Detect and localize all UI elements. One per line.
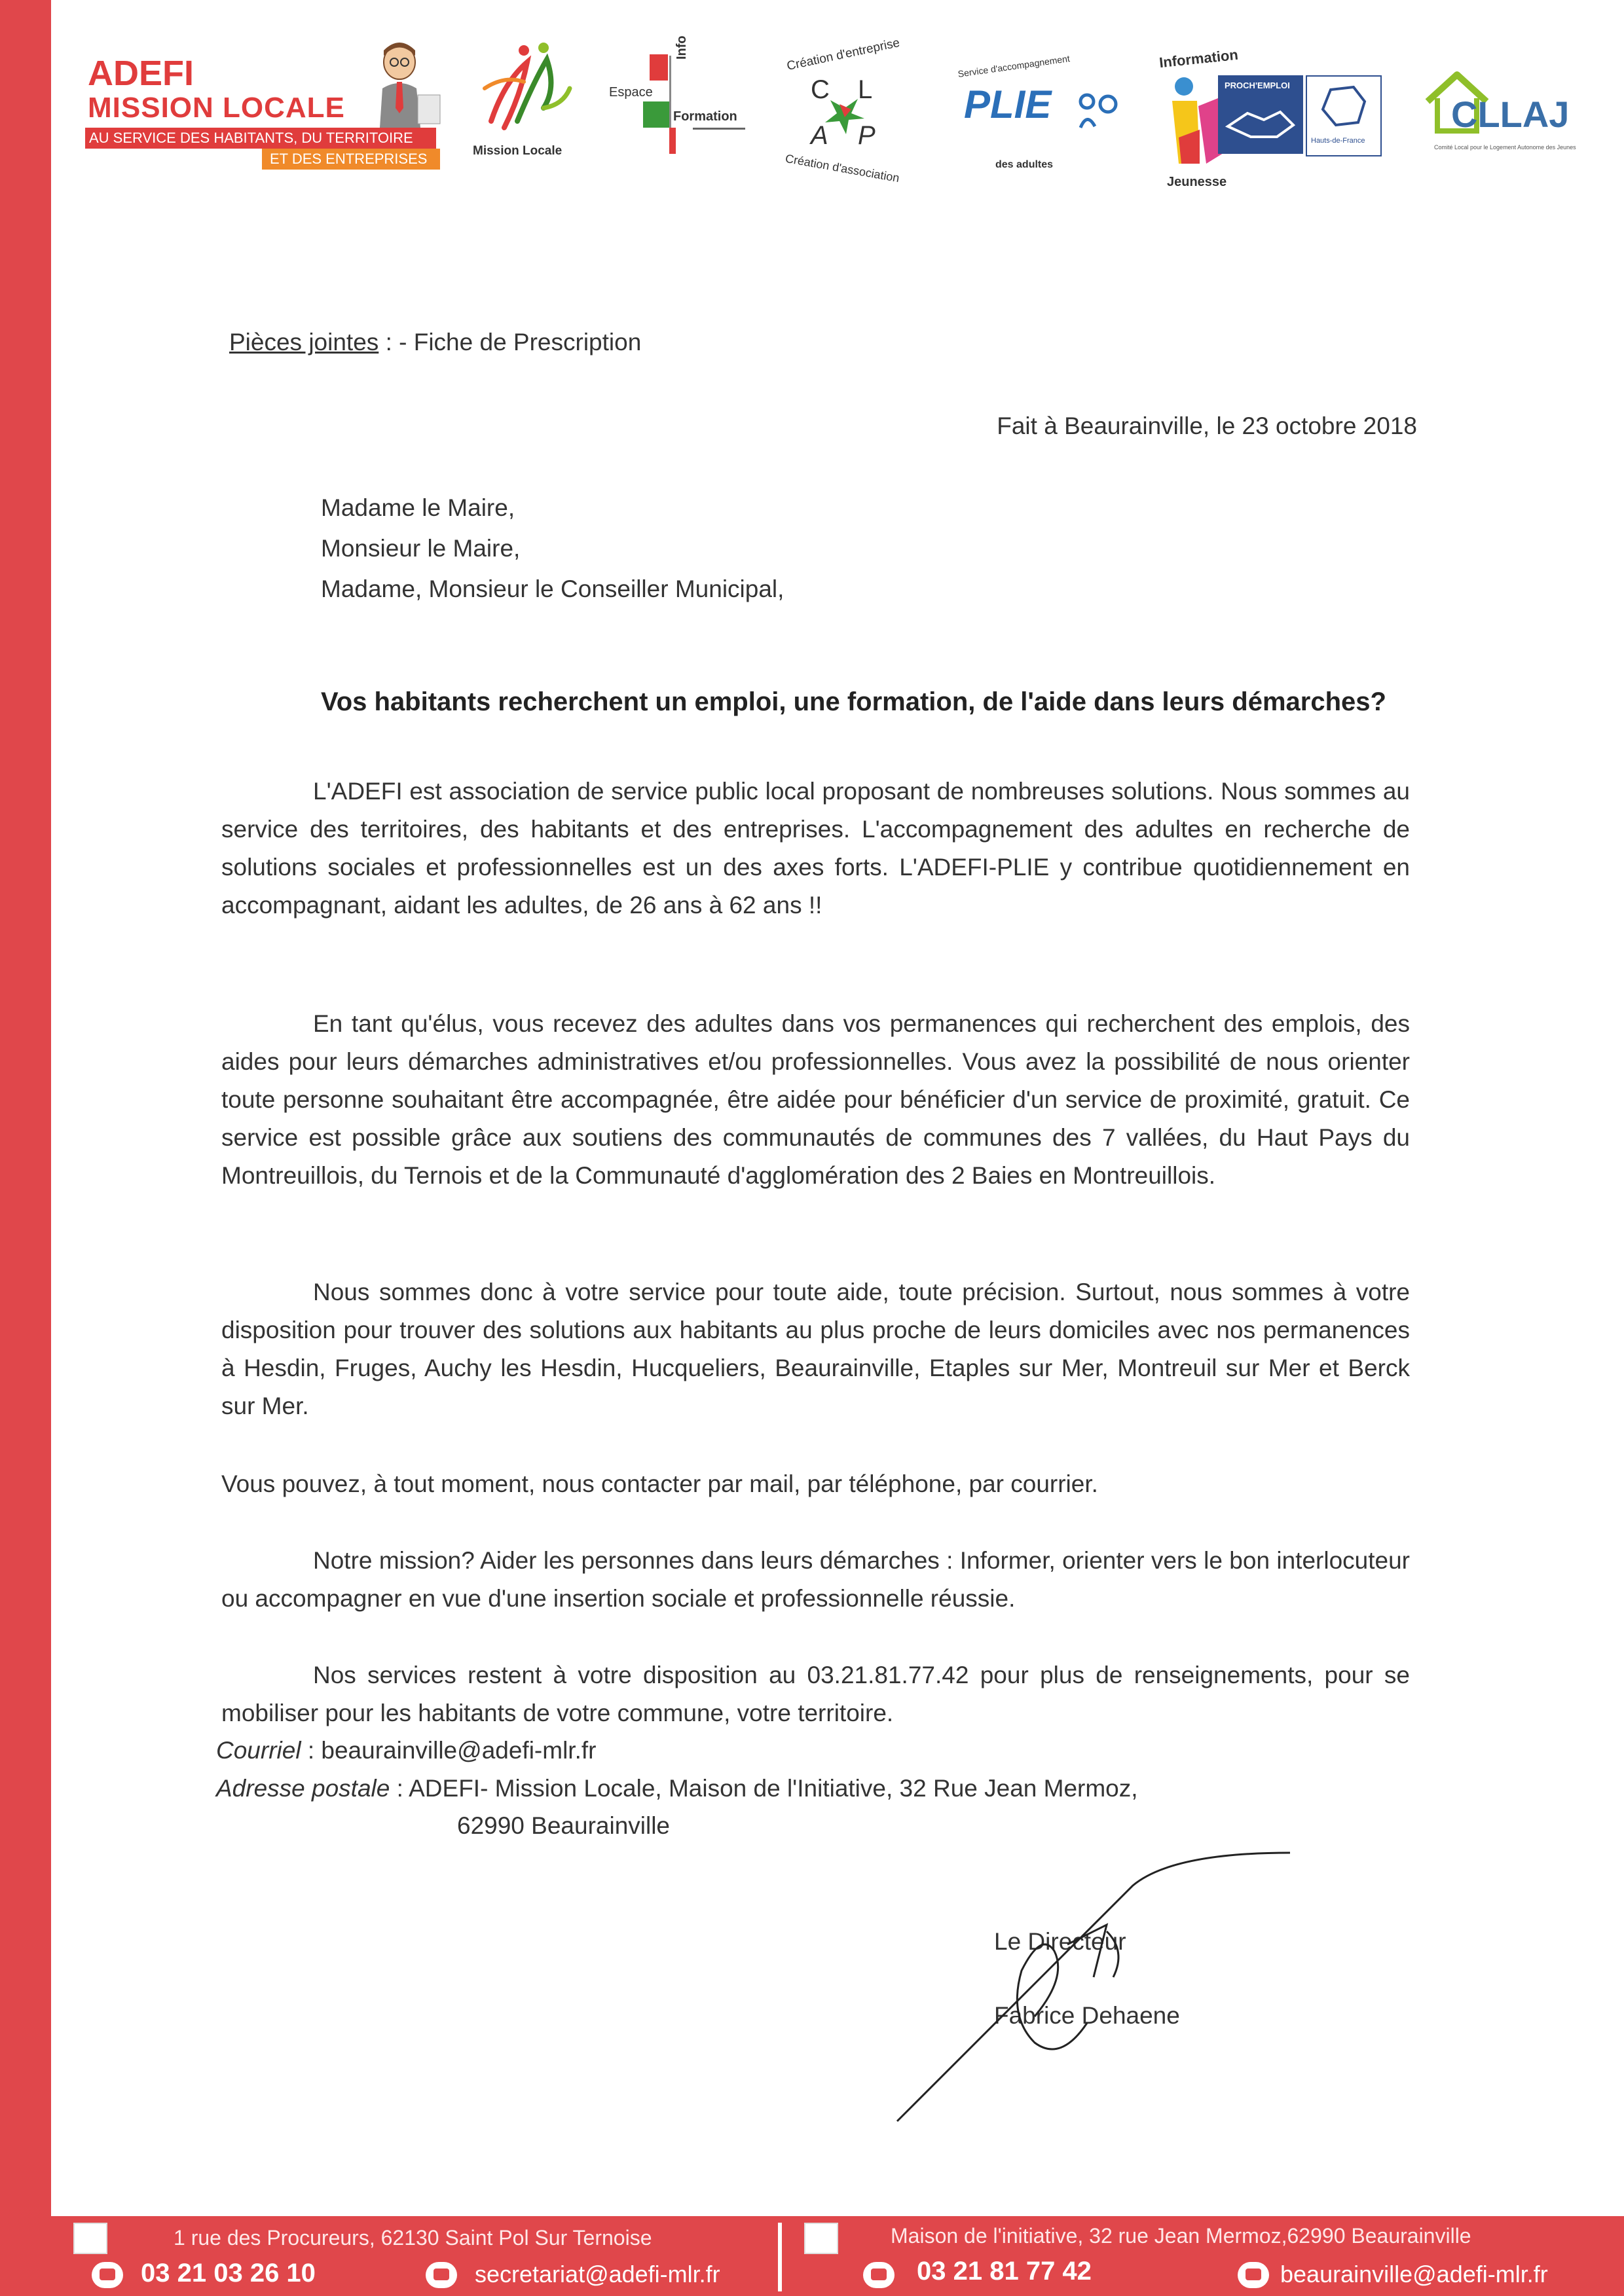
jeunesse-word: Jeunesse bbox=[1167, 175, 1227, 189]
cllaj-caption: Comité Local pour le Logement Autonome des Jeunes bbox=[1434, 144, 1576, 151]
espace-word: Espace bbox=[609, 85, 653, 100]
adefi-logo bbox=[85, 36, 452, 167]
footer-left-address: 1 rue des Procureurs, 62130 Saint Pol Sur Ternoise bbox=[174, 2226, 652, 2250]
clap-top-text: Création d'entreprise bbox=[785, 35, 901, 74]
mission-locale-figures-icon bbox=[465, 36, 596, 141]
footer-right-address: Maison de l'initiative, 32 rue Jean Mermoz,62990 Beaurainville bbox=[891, 2224, 1471, 2248]
espace-info-formation-logo bbox=[609, 36, 760, 173]
handshake-icon bbox=[1225, 100, 1297, 146]
clap-logo bbox=[760, 36, 930, 187]
mail-icon bbox=[1238, 2262, 1269, 2288]
logo-header bbox=[85, 36, 1611, 187]
adresse-line-2: 62990 Beaurainville bbox=[457, 1812, 671, 1839]
adresse-value: : ADEFI- Mission Locale, Maison de l'Initiative, 32 Rue Jean Mermoz, bbox=[390, 1775, 1138, 1802]
plie-top-text: Service d'accompagnement bbox=[957, 53, 1071, 79]
left-red-band bbox=[0, 0, 51, 2296]
recipient-line: Madame le Maire, bbox=[321, 494, 515, 521]
footer bbox=[0, 2216, 1624, 2296]
body-paragraph: Nos services restent à votre disposition au 03.21.81.77.42 pour plus de renseignements, pour se mobiliser pour les habitants de votre commune, votre territoire. bbox=[221, 1662, 1410, 1726]
handwritten-signature bbox=[871, 1846, 1329, 2147]
proch-emploi-logo bbox=[1218, 75, 1382, 180]
courriel-label: Courriel bbox=[216, 1737, 301, 1764]
letter-subject: Vos habitants recherchent un emploi, une formation, de l'aide dans leurs démarches? bbox=[321, 687, 1386, 716]
clap-bottom-text: Création d'association bbox=[784, 151, 901, 185]
mail-icon bbox=[426, 2262, 457, 2288]
body-paragraph: En tant qu'élus, vous recevez des adultes dans vos permanences qui recherchent des emplois, des aides pour leurs démarches administratives et/ou professionnelles. Vous avez la possibilité de nous orienter toute personne souhaitant être accompagnée, être aidée pour bénéficier d'un service de proximité, gratuit. Ce service est possible grâce aux soutiens des communautés de communes des 7 vallées, du Haut Pays du Montreuillois, du Ternois et de la Communauté d'agglomération des 2 Baies en Montreuillois. bbox=[221, 1010, 1410, 1189]
phone-icon bbox=[92, 2262, 123, 2288]
courriel-value: : beaurainville@adefi-mlr.fr bbox=[301, 1737, 597, 1764]
footer-separator bbox=[778, 2223, 782, 2291]
clap-letter-p: P bbox=[858, 121, 876, 150]
phone-icon bbox=[863, 2262, 895, 2288]
plie-figures-icon bbox=[1074, 88, 1126, 134]
recipient-line: Monsieur le Maire, bbox=[321, 535, 521, 562]
attachments-value: : - Fiche de Prescription bbox=[378, 329, 642, 355]
mission-locale-logo bbox=[465, 36, 596, 167]
date-line: Fait à Beaurainville, le 23 octobre 2018 bbox=[997, 412, 1417, 439]
cllaj-mark: CLLAJ bbox=[1451, 94, 1570, 135]
checkbox-square-icon bbox=[804, 2223, 838, 2254]
recipients-block bbox=[321, 488, 784, 610]
footer-left-phone: 03 21 03 26 10 bbox=[141, 2259, 316, 2287]
formation-word: Formation bbox=[673, 109, 737, 124]
body-paragraph: Vous pouvez, à tout moment, nous contacter par mail, par téléphone, par courrier. bbox=[221, 1470, 1098, 1497]
clap-letter-l: L bbox=[858, 75, 873, 104]
businessman-illustration bbox=[360, 36, 445, 128]
attachments-line bbox=[229, 329, 641, 356]
clap-letter-a: A bbox=[811, 121, 828, 150]
info-word: Info bbox=[674, 35, 689, 60]
hauts-de-france-label: Hauts-de-France bbox=[1311, 137, 1365, 145]
information-word: Information bbox=[1158, 46, 1239, 71]
adefi-logo-band-2: ET DES ENTREPRISES bbox=[262, 149, 440, 170]
proch-emploi-label: PROCH'EMPLOI bbox=[1225, 81, 1290, 90]
plie-bottom-text: des adultes bbox=[995, 159, 1054, 170]
footer-right-email: beaurainville@adefi-mlr.fr bbox=[1280, 2261, 1548, 2287]
signature-name: Fabrice Dehaene bbox=[994, 2002, 1180, 2029]
footer-left-email: secretariat@adefi-mlr.fr bbox=[475, 2261, 720, 2287]
adresse-line bbox=[216, 1770, 1138, 1808]
adefi-logo-title: ADEFI bbox=[88, 54, 194, 93]
plie-logo bbox=[943, 36, 1139, 187]
clap-letter-c: C bbox=[811, 75, 830, 104]
adefi-logo-subtitle: MISSION LOCALE bbox=[88, 92, 345, 124]
body-paragraph: L'ADEFI est association de service public local proposant de nombreuses solutions. Nous sommes au service des territoires, des habitants et des entreprises. L'accompagnement des adultes en recherche de solutions sociales et professionnelles est un des axes forts. L'ADEFI-PLIE y contribue quotidiennement en accompagnant, aidant les adultes, de 26 ans à 62 ans !! bbox=[221, 778, 1410, 919]
plie-mark: PLIE bbox=[964, 82, 1052, 126]
mission-locale-caption: Mission Locale bbox=[473, 144, 563, 158]
hauts-de-france-panel bbox=[1306, 75, 1382, 156]
attachments-label: Pièces jointes bbox=[229, 329, 379, 355]
adresse-label: Adresse postale bbox=[216, 1775, 390, 1802]
courriel-line bbox=[216, 1732, 596, 1770]
cllaj-logo bbox=[1421, 65, 1611, 164]
signature-title: Le Directeur bbox=[994, 1928, 1126, 1955]
checkbox-square-icon bbox=[73, 2223, 107, 2254]
proch-emploi-panel bbox=[1218, 75, 1303, 154]
france-map-icon bbox=[1318, 83, 1370, 129]
body-paragraph: Nous sommes donc à votre service pour toute aide, toute précision. Surtout, nous sommes à votre disposition pour trouver des solutions aux habitants au plus proche de leurs domiciles avec nos permanences à Hesdin, Fruges, Auchy les Hesdin, Hucqueliers, Beaurainville, Etaples sur Mer, Montreuil sur Mer et Berck sur Mer. bbox=[221, 1279, 1410, 1419]
footer-right-phone: 03 21 81 77 42 bbox=[917, 2257, 1092, 2286]
body-paragraph: Notre mission? Aider les personnes dans leurs démarches : Informer, orienter vers le bon interlocuteur ou accompagner en vue d'une insertion sociale et professionnelle réussie. bbox=[221, 1547, 1410, 1612]
adefi-logo-band-1: AU SERVICE DES HABITANTS, DU TERRITOIRE bbox=[85, 128, 436, 149]
recipient-line: Madame, Monsieur le Conseiller Municipal, bbox=[321, 575, 784, 602]
